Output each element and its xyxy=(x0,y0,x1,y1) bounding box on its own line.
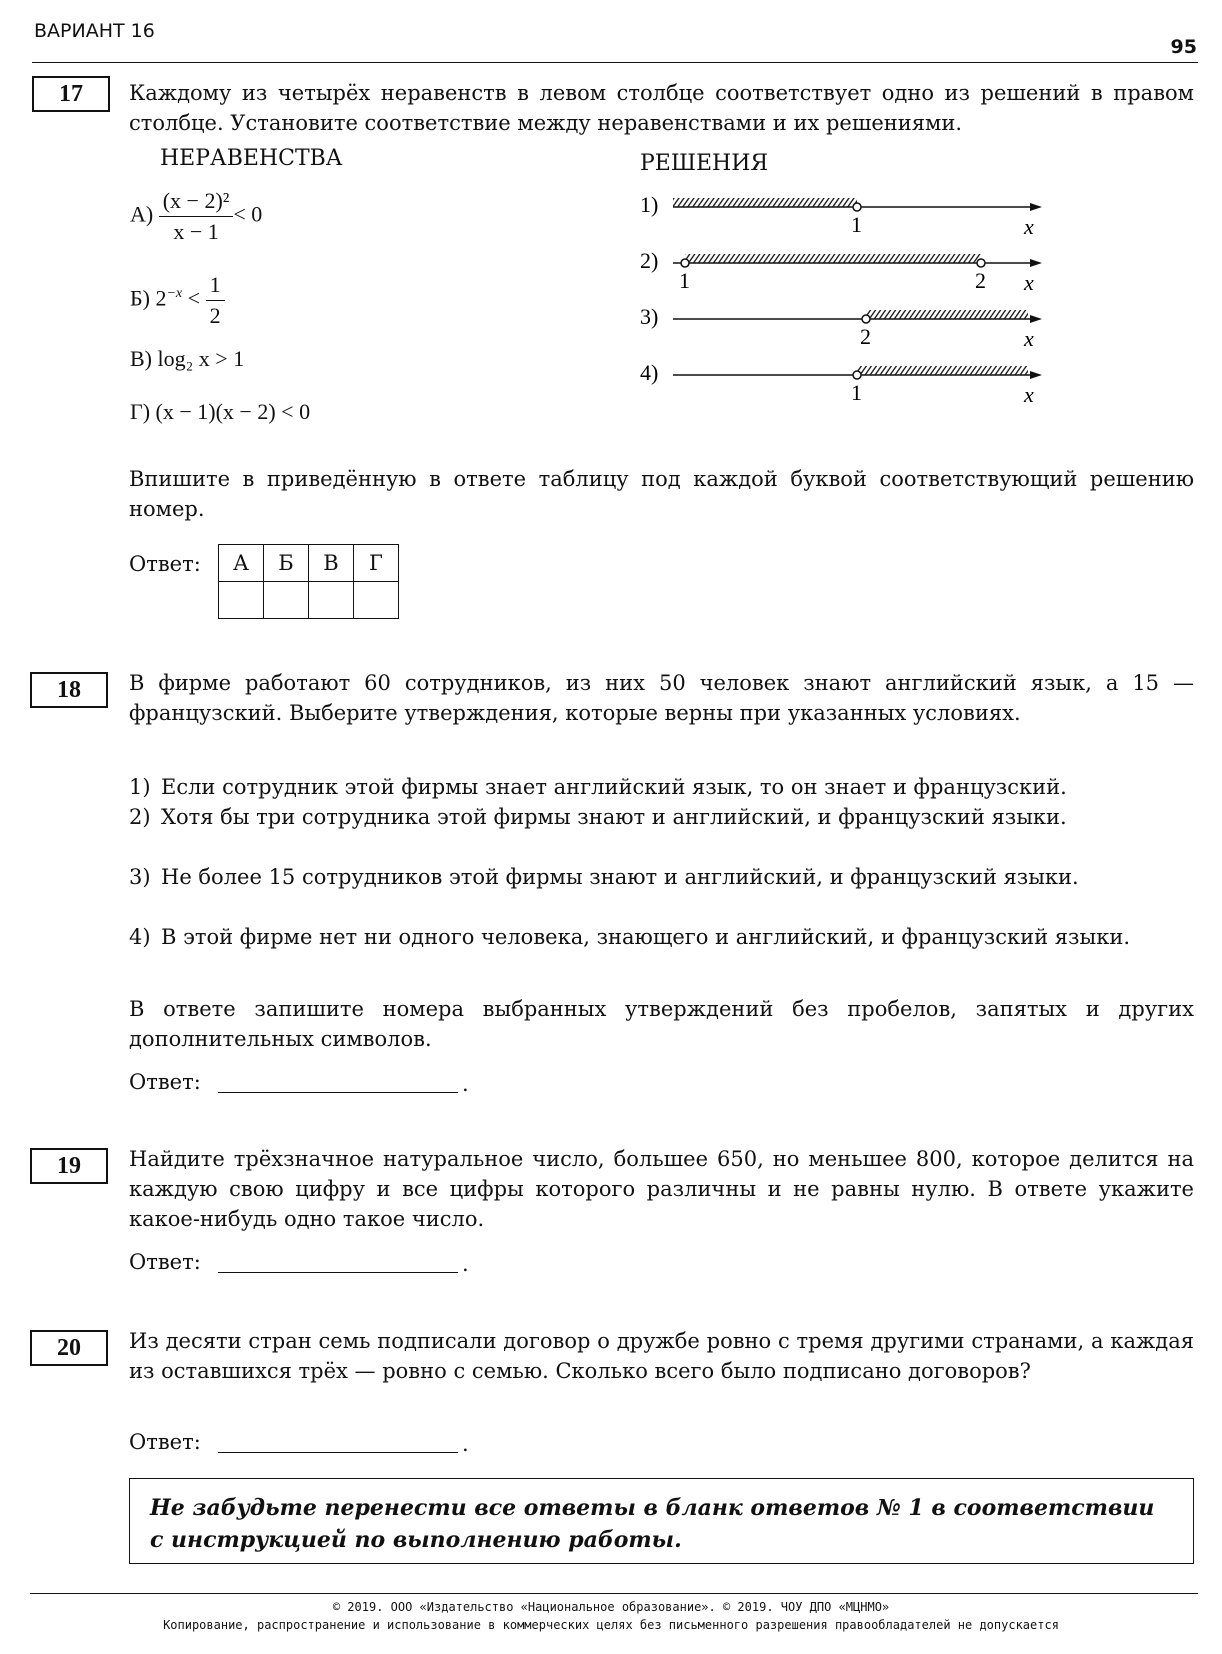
task-20-number: 20 xyxy=(30,1330,108,1366)
solutions-heading: РЕШЕНИЯ xyxy=(640,151,769,176)
solution-1-tick: 1 xyxy=(851,212,862,237)
solution-4-tick: 1 xyxy=(851,380,862,405)
footer-divider xyxy=(30,1593,1198,1594)
solution-3-point xyxy=(862,315,870,323)
solution-4-axis-label: x xyxy=(1024,382,1034,407)
inequality-v xyxy=(130,346,244,372)
solution-3-tick: 2 xyxy=(860,324,871,349)
inequality-a-fraction xyxy=(159,188,234,245)
solution-2-point-2 xyxy=(977,259,985,267)
task-20-answer-label: Ответ: xyxy=(129,1430,201,1454)
solution-4-point xyxy=(853,371,861,379)
inequality-a-label: А) xyxy=(130,201,154,227)
task-17-number: 17 xyxy=(32,76,110,112)
reminder-box xyxy=(129,1478,1194,1564)
footer-notice: Копирование, распространение и использование в коммерческих целях без письменного разрешения правообладателей не допускается xyxy=(163,1618,1059,1632)
task-20-text: Из десяти стран семь подписали договор о дружбе ровно с тремя другими странами, а каждая из оставшихся трёх — ровно с семью. Сколько всего было подписано договоров? xyxy=(129,1329,1194,1383)
solution-2-tick-1: 1 xyxy=(679,268,690,293)
inequality-a-numerator: (x − 2)² xyxy=(159,188,234,217)
task-17-instruction: Впишите в приведённую в ответе таблицу под каждой буквой соответствующий решению номер. xyxy=(129,467,1194,521)
solution-4-label: 4) xyxy=(640,360,659,385)
reminder-text: Не забудьте перенести все ответы в бланк ответов № 1 в соответствии с инструкцией по выполнению работы. xyxy=(150,1495,1155,1553)
solution-3-axis-label: x xyxy=(1024,326,1034,351)
task-18-number: 18 xyxy=(30,672,108,708)
task-17-answer-label: Ответ: xyxy=(129,552,201,576)
inequality-g-label: Г) xyxy=(130,399,151,424)
statement-3-number: 3) xyxy=(129,865,151,889)
answer-cell-g[interactable] xyxy=(354,582,399,619)
solution-2-label: 2) xyxy=(640,248,659,273)
inequality-b-numerator: 1 xyxy=(206,272,225,301)
inequalities-heading: НЕРАВЕНСТВА xyxy=(160,146,343,171)
solution-3-hatch xyxy=(866,310,1028,319)
answer-header-v: В xyxy=(309,545,354,582)
variant-title: ВАРИАНТ 16 xyxy=(34,20,155,42)
answer-cell-b[interactable] xyxy=(264,582,309,619)
page-number: 95 xyxy=(1170,36,1197,58)
task-18-answer-label: Ответ: xyxy=(129,1070,201,1094)
header-divider xyxy=(32,62,1198,63)
inequality-a xyxy=(130,188,262,245)
inequality-g xyxy=(130,399,310,425)
statement-3-text: Не более 15 сотрудников этой фирмы знают и английский, и французский языки. xyxy=(161,865,1079,889)
solution-1-point xyxy=(853,203,861,211)
task-20-answer-field[interactable] xyxy=(218,1452,458,1453)
solution-2-tick-2: 2 xyxy=(975,268,986,293)
task-18-statement-4 xyxy=(129,922,1194,952)
task-19-text: Найдите трёхзначное натуральное число, большее 650, но меньшее 800, которое делится на каждую свою цифру и все цифры которого различны и не равны нулю. В ответе укажите какое-нибудь одно такое число. xyxy=(129,1147,1194,1231)
solution-3-label: 3) xyxy=(640,304,659,329)
task-17-intro: Каждому из четырёх неравенств в левом столбце соответствует одно из решений в правом столбце. Установите соответствие между неравенствами и их решениями. xyxy=(129,81,1194,135)
inequality-b-lt: < xyxy=(187,285,201,311)
solution-1-arrow xyxy=(1030,203,1042,211)
statement-4-text: В этой фирме нет ни одного человека, знающего и английский, и французский языки. xyxy=(161,925,1131,949)
task-19-answer-field[interactable] xyxy=(218,1272,458,1273)
task-18-statement-3 xyxy=(129,862,1194,892)
statement-1-text: Если сотрудник этой фирмы знает английский язык, то он знает и французский. xyxy=(161,775,1067,799)
inequality-v-label: В) xyxy=(130,346,152,371)
inequality-b-fraction xyxy=(206,272,225,329)
solution-2-hatch xyxy=(685,254,981,263)
task-19-answer-label: Ответ: xyxy=(129,1250,201,1274)
inequality-v-text: log₂ x > 1 xyxy=(157,346,245,371)
task-18-statement-1 xyxy=(129,772,1194,802)
solution-1-axis-label: x xyxy=(1024,214,1034,239)
statement-4-number: 4) xyxy=(129,925,151,949)
inequality-b-base: 2 xyxy=(155,285,167,311)
solution-3-arrow xyxy=(1030,315,1042,323)
inequality-g-text: (x − 1)(x − 2) < 0 xyxy=(155,399,311,424)
solution-2-axis-label: x xyxy=(1024,270,1034,295)
answer-cell-v[interactable] xyxy=(309,582,354,619)
task-18-answer-period: . xyxy=(462,1072,469,1096)
statement-2-number: 2) xyxy=(129,805,151,829)
inequality-b xyxy=(130,272,225,329)
inequality-b-exponent: −x xyxy=(166,286,183,302)
task-18-statement-2 xyxy=(129,802,1194,832)
answer-header-g: Г xyxy=(354,545,399,582)
answer-header-b: Б xyxy=(264,545,309,582)
answer-cell-a[interactable] xyxy=(219,582,264,619)
inequality-b-denominator: 2 xyxy=(209,303,221,328)
answer-header-a: А xyxy=(219,545,264,582)
task-17-answer-table xyxy=(218,544,399,619)
task-19-number: 19 xyxy=(30,1148,108,1184)
solution-2-arrow xyxy=(1030,259,1042,267)
task-20-answer-period: . xyxy=(462,1432,469,1456)
inequality-b-label: Б) xyxy=(130,285,150,311)
statement-2-text: Хотя бы три сотрудника этой фирмы знают и английский, и французский языки. xyxy=(161,805,1067,829)
inequality-a-rhs: < 0 xyxy=(233,201,263,227)
solution-1-hatch xyxy=(673,198,857,207)
task-18-intro: В фирме работают 60 сотрудников, из них 50 человек знают английский язык, а 15 — французский. Выберите утверждения, которые верны при указанных условиях. xyxy=(129,671,1194,725)
solutions-diagrams xyxy=(600,188,1060,428)
inequality-a-denominator: x − 1 xyxy=(173,219,219,244)
task-18-instruction: В ответе запишите номера выбранных утверждений без пробелов, запятых и других дополнительных символов. xyxy=(129,997,1194,1051)
solution-1-label: 1) xyxy=(640,192,659,217)
solution-4-arrow xyxy=(1030,371,1042,379)
task-18-answer-field[interactable] xyxy=(218,1092,458,1093)
task-19-answer-period: . xyxy=(462,1252,469,1276)
solution-2-point-1 xyxy=(681,259,689,267)
footer-copyright: © 2019. ООО «Издательство «Национальное образование». © 2019. ЧОУ ДПО «МЦНМО» xyxy=(332,1600,890,1614)
solution-4-hatch xyxy=(857,366,1028,375)
statement-1-number: 1) xyxy=(129,775,151,799)
